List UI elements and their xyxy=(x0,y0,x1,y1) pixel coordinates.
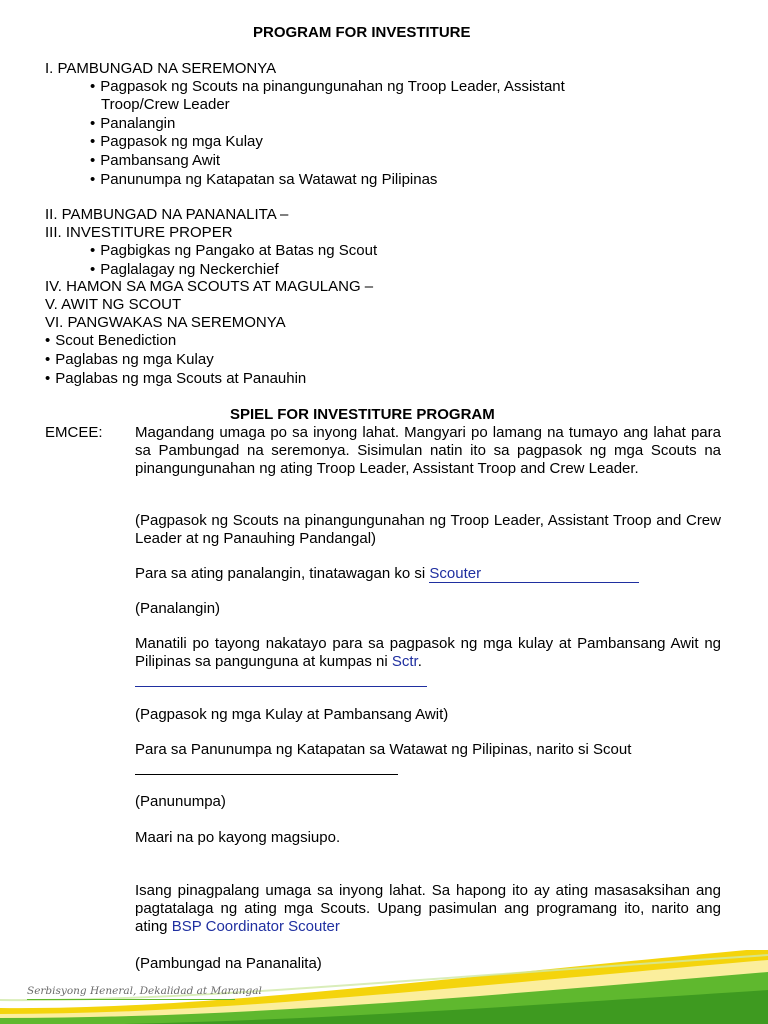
spiel-paragraph: Magandang umaga po sa inyong lahat. Mangyari po lamang na tumayo ang lahat para sa Pambungad na seremonya. Sisimulan natin ito sa pagpasok ng mga Scouts na pinangungunahan ng ating Troop Leader, Assistant Troop and Crew Leader. xyxy=(135,424,721,477)
section-heading: I. PAMBUNGAD NA SEREMONYA xyxy=(45,60,277,77)
list-item: • Panalangin xyxy=(90,115,175,133)
spiel-title: SPIEL FOR INVESTITURE PROGRAM xyxy=(230,406,495,423)
spiel-paragraph: (Panalangin) xyxy=(135,600,221,617)
list-item: • Pagbigkas ng Pangako at Batas ng Scout xyxy=(90,242,377,260)
list-item: • Pagpasok ng Scouts na pinangungunahan ng Troop Leader, Assistant xyxy=(90,78,565,96)
list-item: • Panunumpa ng Katapatan sa Watawat ng Pilipinas xyxy=(90,171,437,189)
section-heading: II. PAMBUNGAD NA PANANALITA – xyxy=(45,206,289,223)
spiel-paragraph: (Panunumpa) xyxy=(135,793,226,810)
list-item: • Paglalagay ng Neckerchief xyxy=(90,261,279,279)
spiel-text: Para sa ating panalangin, tinatawagan ko si xyxy=(135,565,430,582)
spiel-paragraph: (Pagpasok ng mga Kulay at Pambansang Awit) xyxy=(135,706,449,723)
spiel-paragraph: Maari na po kayong magsiupo. xyxy=(135,829,341,846)
spiel-paragraph: (Pambungad na Pananalita) xyxy=(135,955,322,972)
spiel-paragraph: Para sa Panunumpa ng Katapatan sa Watawat ng Pilipinas, narito si Scout xyxy=(135,741,632,758)
section-heading: VI. PANGWAKAS NA SEREMONYA xyxy=(45,314,286,331)
blank-line xyxy=(135,766,398,775)
section-heading: V. AWIT NG SCOUT xyxy=(45,296,182,313)
section-heading: IV. HAMON SA MGA SCOUTS AT MAGULANG – xyxy=(45,278,374,295)
spiel-paragraph xyxy=(135,565,721,583)
list-item: • Pagpasok ng mga Kulay xyxy=(90,133,263,151)
coordinator-link: BSP Coordinator Scouter xyxy=(171,918,340,935)
spiel-text: Manatili po tayong nakatayo para sa pagpasok ng mga kulay at Pambansang Awit ng Pilipinas sa pangunguna at kumpas ni xyxy=(135,635,721,670)
list-item: • Paglabas ng mga Kulay xyxy=(45,351,214,369)
spiel-paragraph: Manatili po tayong nakatayo para sa pagpasok ng mga kulay at Pambansang Awit ng Pilipinas sa pangunguna at kumpas ni Sctr. xyxy=(135,635,721,670)
footer-motto: Serbisyong Heneral, Dekalidad at Marangal xyxy=(27,985,262,997)
spiel-paragraph xyxy=(135,882,721,936)
list-item: • Pambansang Awit xyxy=(90,152,220,170)
spiel-paragraph: (Pagpasok ng Scouts na pinangungunahan ng Troop Leader, Assistant Troop and Crew Leader at ng Panauhing Pandangal) xyxy=(135,512,721,547)
list-item: • Paglabas ng mga Scouts at Panauhin xyxy=(45,370,306,388)
blank-line xyxy=(135,678,427,687)
program-title: PROGRAM FOR INVESTITURE xyxy=(253,24,471,41)
list-item: • Scout Benediction xyxy=(45,332,176,350)
scouter-link: Scouter xyxy=(429,565,639,583)
spiel-text: Isang pinagpalang umaga sa inyong lahat. Sa hapong ito ay ating masasaksihan ang pagtatalaga ng ating mga Scouts. Upang pasimulan ang programang ito, narito ang ating xyxy=(135,882,721,935)
sctr-link: Sctr xyxy=(391,653,418,670)
list-item-continuation: Troop/Crew Leader xyxy=(101,96,230,113)
emcee-label: EMCEE: xyxy=(45,424,103,441)
section-heading: III. INVESTITURE PROPER xyxy=(45,224,233,241)
footer-underline xyxy=(27,999,235,1000)
